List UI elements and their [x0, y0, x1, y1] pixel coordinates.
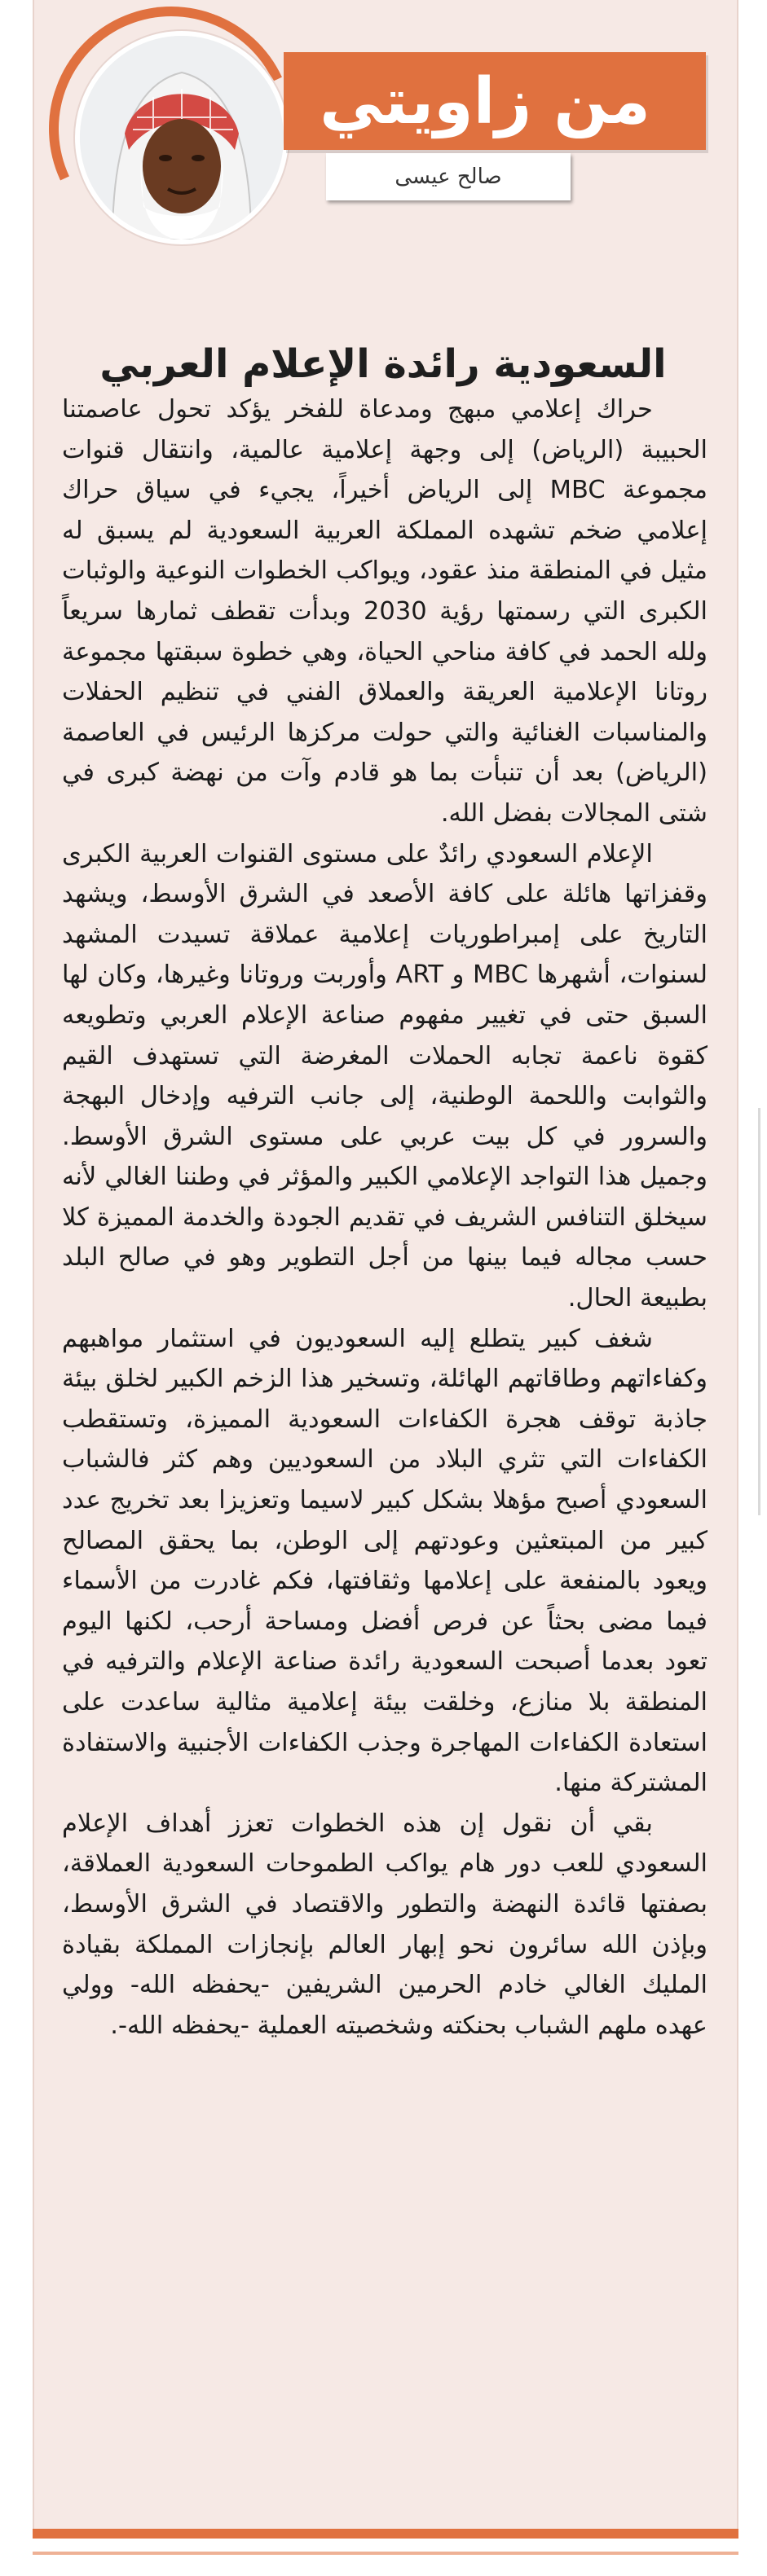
article-paragraph: بقي أن نقول إن هذه الخطوات تعزز أهداف الإعلام السعودي للعب دور هام يواكب الطموحات السعودية العملاقة، بصفتها قائدة النهضة والتطور والاقتصاد في الشرق الأوسط، وبإذن الله سائرون نحو إبهار العالم بإنجازات المملكة بقيادة المليك الغالي خادم الحرمين الشريفين -يحفظه الله- وولي عهده ملهم الشباب بحنكته وشخصيته العملية -يحفظه الله-. [62, 1809, 707, 2040]
article-paragraph: شغف كبير يتطلع إليه السعوديون في استثمار مواهبهم وكفاءاتهم وطاقاتهم الهائلة، وتسخير هذا الزخم الكبير لخلق بيئة جاذبة توقف هجرة الكفاءات السعودية المميزة، وتستقطب الكفاءات التي تثري البلاد من السعوديين وهم كثر فالشباب السعودي أصبح مؤهلا بشكل كبير لاسيما وتعزيزا بعد تخريج عدد كبير من المبتعثين وعودتهم إلى الوطن، بما يحقق المصالح ويعود بالمنفعة على إعلامها وثقافتها، فكم غادرت من الأسماء فيما مضى بحثاً عن فرص أفضل ومساحة أرحب، لكنها اليوم تعود بعدما أصبحت السعودية رائدة صناعة الإعلام والترفيه في المنطقة بلا منازع، وخلقت بيئة إعلامية مثالية ساعدت على استعادة الكفاءات المهاجرة وجذب الكفاءات الأجنبية والاستفادة المشتركة منها. [62, 1324, 707, 1798]
column-title: من زاويتي [320, 65, 650, 138]
author-name: صالح عيسى [395, 165, 502, 189]
footer-accent-bar [33, 2529, 738, 2539]
author-portrait-icon [80, 36, 284, 240]
divider-line [758, 1108, 760, 1515]
article-body [62, 389, 707, 2508]
article-paragraph: حراك إعلامي مبهج ومدعاة للفخر يؤكد تحول عاصمتنا الحبيبة (الرياض) إلى وجهة إعلامية عالمية، وانتقال قنوات مجموعة MBC إلى الرياض أخيراً، يجيء في سياق حراك إعلامي ضخم تشهده المملكة العربية السعودية لم يسبق له مثيل في المنطقة منذ عقود، ويواكب الخطوات النوعية والوثبات الكبرى التي رسمتها رؤية 2030 وبدأت تقطف ثمارها سريعاً ولله الحمد في كافة مناحي الحياة، وهي خطوة سبقتها مجموعة روتانا الإعلامية العريقة والعملاق الفني في تنظيم الحفلات والمناسبات الغنائية والتي حولت مركزها الرئيس في العاصمة (الرياض) بعد أن تنبأت بما هو قادم وآت من نهضة كبرى في شتى المجالات بفضل الله. [62, 395, 707, 828]
footer-accent-line [33, 2552, 738, 2555]
article-headline: السعودية رائدة الإعلام العربي [99, 341, 667, 388]
article-paragraph: الإعلام السعودي رائدٌ على مستوى القنوات العربية الكبرى وقفزاتها هائلة على كافة الأصعد في الشرق الأوسط، ويشهد التاريخ على إمبراطوريات إعلامية عملاقة تسيدت المشهد لسنوات، أشهرها MBC و ART وأوربت وروتانا وغيرها، وكان لها السبق حتى في تغيير مفهوم صناعة الإعلام العربي وتطويعه كقوة ناعمة تجابه الحملات المغرضة التي تستهدف القيم والثوابت واللحمة الوطنية، إلى جانب الترفيه وإدخال البهجة والسرور في كل بيت عربي على مستوى الشرق الأوسط. وجميل هذا التواجد الإعلامي الكبير والمؤثر في وطننا الغالي لأنه سيخلق التنافس الشريف في تقديم الجودة والخدمة المميزة كلا حسب مجاله فيما بينها من أجل التطوير وهو في صالح البلد بطبيعة الحال. [62, 839, 707, 1313]
author-photo [75, 31, 289, 244]
